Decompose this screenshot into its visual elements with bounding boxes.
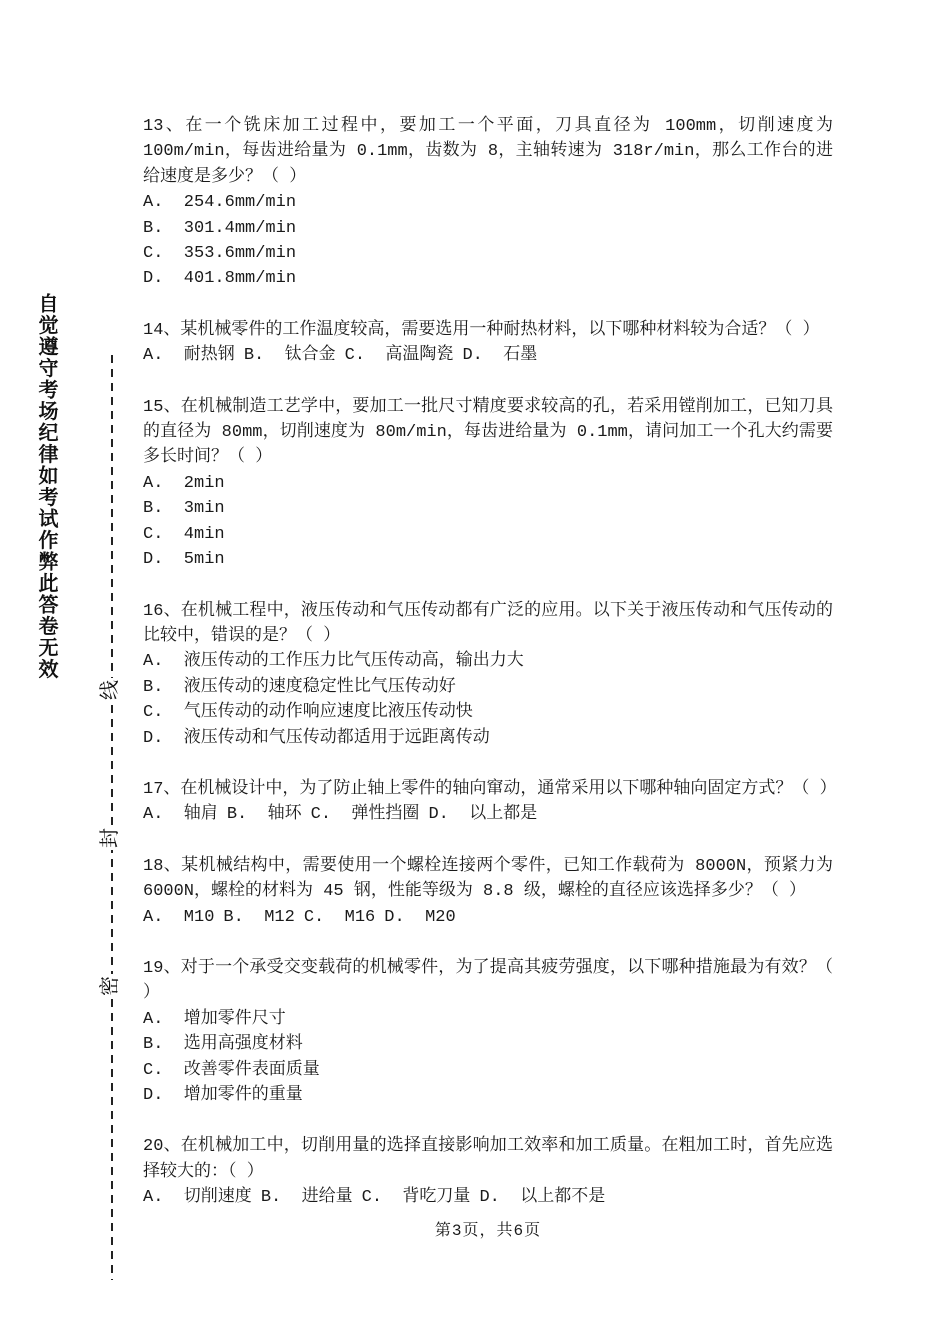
question-options <box>143 343 833 368</box>
question-option-d: D. 以上都是 <box>428 805 538 825</box>
question-option-c: C. 背吃刀量 <box>361 1188 471 1208</box>
question-option-b: B. 液压传动的速度稳定性比气压传动好 <box>143 677 456 697</box>
question-20 <box>143 1134 833 1210</box>
question-option-c: C. 弹性挡圈 <box>310 805 420 825</box>
question-option-d: D. 增加零件的重量 <box>143 1086 303 1105</box>
page-number: 第3页，共6页 <box>434 1221 542 1240</box>
exam-discipline-notice: 自觉遵守考场纪律如考试作弊此答卷无效 <box>33 293 56 680</box>
question-options <box>143 190 833 292</box>
question-option-b: B. 轴环 <box>226 805 302 825</box>
question-option-b: B. 进给量 <box>260 1188 353 1208</box>
question-stem: 18、某机械结构中，需要使用一个螺栓连接两个零件，已知工作载荷为 8000N，预紧力为 6000N，螺栓的材料为 45 钢，性能等级为 8.8 级，螺栓的直径应该选择多少？（ ） <box>143 856 844 902</box>
question-option-b: B. 选用高强度材料 <box>143 1035 303 1055</box>
question-options <box>143 649 833 751</box>
question-option-d: D. 石墨 <box>462 346 538 366</box>
question-stem: 16、在机械工程中，液压传动和气压传动都有广泛的应用。以下关于液压传动和气压传动的比较中，错误的是？（ ） <box>143 601 833 646</box>
question-13 <box>143 114 844 292</box>
question-option-d: D. 以上都不是 <box>479 1188 606 1208</box>
question-17 <box>143 777 837 828</box>
seal-char-xian: 线 <box>97 678 127 702</box>
question-option-c: C. 高温陶瓷 <box>344 346 454 366</box>
question-18 <box>143 854 844 930</box>
question-stem: 13、在一个铣床加工过程中，要加工一个平面，刀具直径为 100mm，切削速度为 100m/min，每齿进给量为 0.1mm，齿数为 8，主轴转速为 318r/min，那么工作台的进给速度是多少？（ ） <box>143 117 844 187</box>
question-option-d: D. 401.8mm/min <box>143 269 297 289</box>
question-option-b: B. 钛合金 <box>243 346 336 366</box>
question-options <box>143 1007 833 1109</box>
question-option-c: C. 353.6mm/min <box>143 244 297 264</box>
question-option-c: C. M16 <box>303 907 376 927</box>
seal-dashed-line <box>100 355 123 1280</box>
question-option-c: C. 改善零件表面质量 <box>143 1060 320 1080</box>
question-options <box>143 905 833 930</box>
question-option-a: A. 轴肩 <box>143 805 218 825</box>
question-stem: 19、对于一个承受交变载荷的机械零件，为了提高其疲劳强度，以下哪种措施最为有效？（ ） <box>143 958 844 1004</box>
question-option-c: C. 气压传动的动作响应速度比液压传动快 <box>143 703 473 723</box>
question-option-c: C. 4min <box>143 524 225 544</box>
question-option-b: B. M12 <box>223 907 295 927</box>
question-options <box>143 1185 833 1210</box>
question-option-d: D. 液压传动和气压传动都适用于远距离传动 <box>143 728 490 748</box>
seal-char-feng: 封 <box>97 826 127 850</box>
question-option-d: D. 5min <box>143 550 225 570</box>
question-option-b: B. 301.4mm/min <box>143 218 297 238</box>
question-option-a: A. 耐热钢 <box>143 346 235 366</box>
question-options <box>143 471 833 573</box>
question-option-d: D. M20 <box>384 907 456 927</box>
questions-area <box>143 114 844 1244</box>
question-14 <box>143 318 833 369</box>
seal-char-mi: 密 <box>97 974 127 998</box>
question-stem: 14、某机械零件的工作温度较高，需要选用一种耐热材料，以下哪种材料较为合适？（ ） <box>143 320 820 340</box>
question-stem: 20、在机械加工中，切削用量的选择直接影响加工效率和加工质量。在粗加工时，首先应选择较大的：（ ） <box>143 1137 833 1182</box>
question-option-a: A. 增加零件尺寸 <box>143 1009 286 1029</box>
question-option-a: A. M10 <box>143 907 215 927</box>
question-option-a: A. 液压传动的工作压力比气压传动高，输出力大 <box>143 652 524 672</box>
question-16 <box>143 599 833 751</box>
question-options <box>143 802 833 827</box>
question-stem: 17、在机械设计中，为了防止轴上零件的轴向窜动，通常采用以下哪种轴向固定方式？（ ） <box>143 779 837 799</box>
question-option-b: B. 3min <box>143 499 225 519</box>
question-option-a: A. 切削速度 <box>143 1188 252 1208</box>
question-option-a: A. 254.6mm/min <box>143 193 297 213</box>
question-19 <box>143 956 844 1108</box>
question-15 <box>143 395 833 573</box>
question-stem: 15、在机械制造工艺学中，要加工一批尺寸精度要求较高的孔，若采用镗削加工，已知刀具的直径为 80mm，切削速度为 80m/min，每齿进给量为 0.1mm，请问加工一个孔大约需要多长时间？（ ） <box>143 397 833 468</box>
question-option-a: A. 2min <box>143 473 225 493</box>
